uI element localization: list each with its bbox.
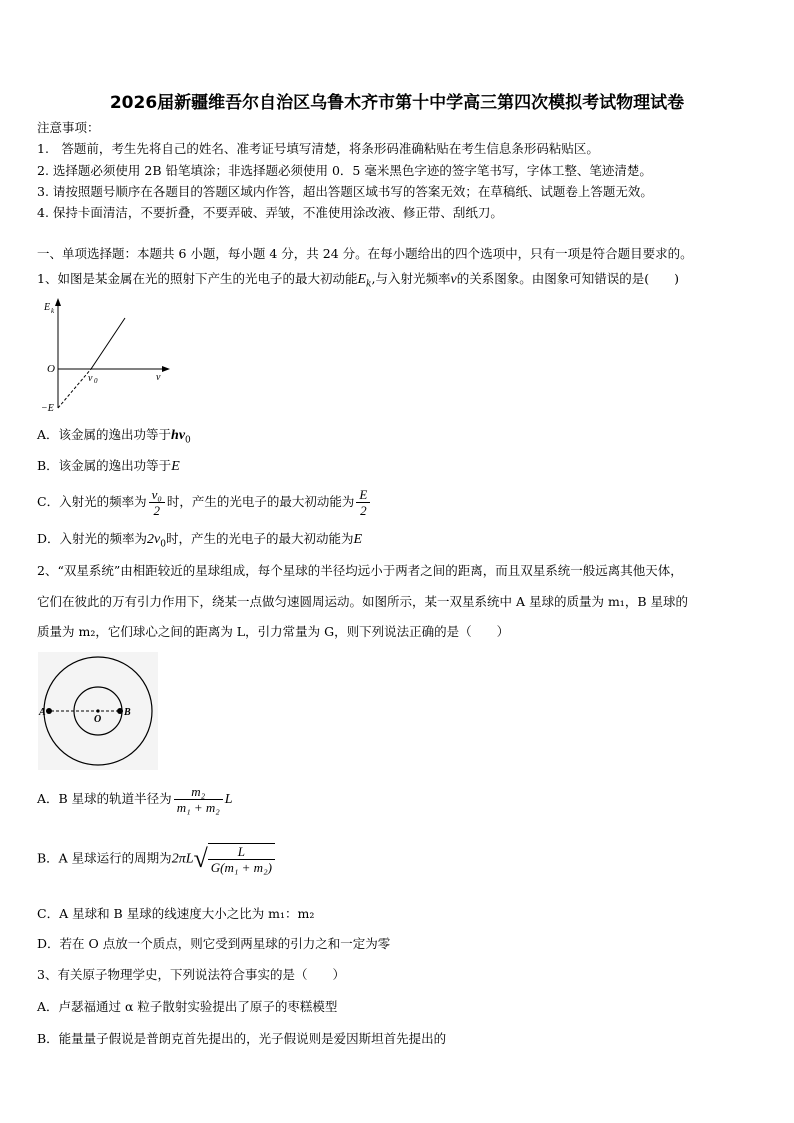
section-heading: 一、单项选择题：本题共 6 小题，每小题 4 分，共 24 分。在每小题给出的四个选项中，只有一项是符合题目要求的。 [37, 246, 693, 261]
notice-item-2: 2. 选择题必须使用 2B 铅笔填涂；非选择题必须使用 0．5 毫米黑色字迹的签字笔书写，字体工整、笔迹清楚。 [37, 163, 652, 178]
frac-nu0-over-2: $\frac{\text{ν₀}}{2}$ [149, 487, 165, 518]
q2-option-c: C．A 星球和 B 星球的线速度大小之比为 m₁：m₂ [37, 906, 315, 921]
origin-label: O [47, 363, 55, 375]
q2-option-b: B．A 星球运行的周期为2πL√ $\frac{L}{\text{G(m₁ + m₂)}}$ [37, 843, 277, 875]
nu0-label: ν [88, 373, 93, 384]
question-2-line-1: 2、“双星系统”由相距较近的星球组成，每个星球的半径均远小于两者之间的距离，而且双星系统一般远离其他天体， [37, 563, 683, 578]
y-axis-label-sub: k [51, 307, 55, 315]
ek-line-extension [58, 369, 91, 408]
q3-option-b: B．能量量子假说是普朗克首先提出的，光子假说则是爱因斯坦首先提出的 [37, 1031, 447, 1046]
notice-item-3: 3. 请按照题号顺序在各题目的答题区域内作答，超出答题区域书写的答案无效；在草稿纸、试题卷上答题无效。 [37, 184, 653, 199]
q2-option-a: A．B 星球的轨道半径为 $\frac{\text{m₂}}{\text{m₁ + m₂}}$ L [37, 784, 233, 815]
notice-item-1: 1. 答题前，考生先将自己的姓名、准考证号填写清楚，将条形码准确粘贴在考生信息条形码粘贴区。 [37, 141, 599, 156]
star-b [117, 708, 123, 714]
label-o: O [94, 714, 102, 725]
x-axis-label: ν [156, 372, 161, 383]
frac-period: $\frac{L}{\text{G(m₁ + m₂)}}$ [208, 843, 275, 875]
question-2-line-2: 它们在彼此的万有引力作用下，绕某一点做匀速圆周运动。如图所示，某一双星系统中 A 星球的质量为 m₁，B 星球的 [37, 594, 688, 609]
sqrt-sign: √ [193, 844, 208, 873]
binary-star-figure [38, 652, 158, 770]
q1-option-c: C．入射光的频率为 $\frac{\text{ν₀}}{2}$ 时，产生的光电子的最大初动能为 $\frac{E}{2}$ [37, 487, 372, 518]
frac-e-over-2: $\frac{E}{2}$ [356, 487, 370, 518]
x-axis-arrow [162, 366, 170, 372]
y-axis-arrow [55, 298, 61, 306]
notice-heading: 注意事项： [37, 120, 100, 135]
y-axis-label: E [44, 302, 51, 313]
center-o [96, 709, 99, 712]
q2-option-d: D．若在 O 点放一个质点，则它受到两星球的引力之和一定为零 [37, 936, 391, 951]
notice-item-4: 4. 保持卡面清洁，不要折叠，不要弄破、弄皱，不准使用涂改液、修正带、刮纸刀。 [37, 205, 503, 220]
page-title: 2026届新疆维吾尔自治区乌鲁木齐市第十中学高三第四次模拟考试物理试卷 [109, 93, 685, 113]
label-a: A [39, 707, 46, 718]
q1-option-b: B．该金属的逸出功等于E [37, 458, 180, 474]
star-a [46, 708, 52, 714]
minus-e-label: −E [41, 403, 54, 414]
photoelectric-graph [38, 296, 173, 416]
frac-mass-ratio: $\frac{\text{m₂}}{\text{m₁ + m₂}}$ [174, 784, 223, 815]
nu0-label-sub: 0 [94, 377, 98, 385]
q1-option-d: D．入射光的频率为$2\nu_0$时，产生的光电子的最大初动能为E [37, 531, 363, 550]
label-b: B [124, 707, 131, 718]
question-2-line-3: 质量为 m₂，它们球心之间的距离为 L，引力常量为 G，则下列说法正确的是（ ） [37, 624, 510, 639]
q3-option-a: A．卢瑟福通过 α 粒子散射实验提出了原子的枣糕模型 [37, 999, 338, 1014]
ek-line [91, 318, 125, 369]
question-1-stem: 1、如图是某金属在光的照射下产生的光电子的最大初动能$E_k$,与入射光频率ν的关系图象。由图象可知错误的是( ) [37, 271, 679, 290]
question-3-stem: 3、有关原子物理学史，下列说法符合事实的是（ ） [37, 967, 345, 982]
q1-option-a: A．该金属的逸出功等于$h\nu_0$ [37, 427, 191, 446]
